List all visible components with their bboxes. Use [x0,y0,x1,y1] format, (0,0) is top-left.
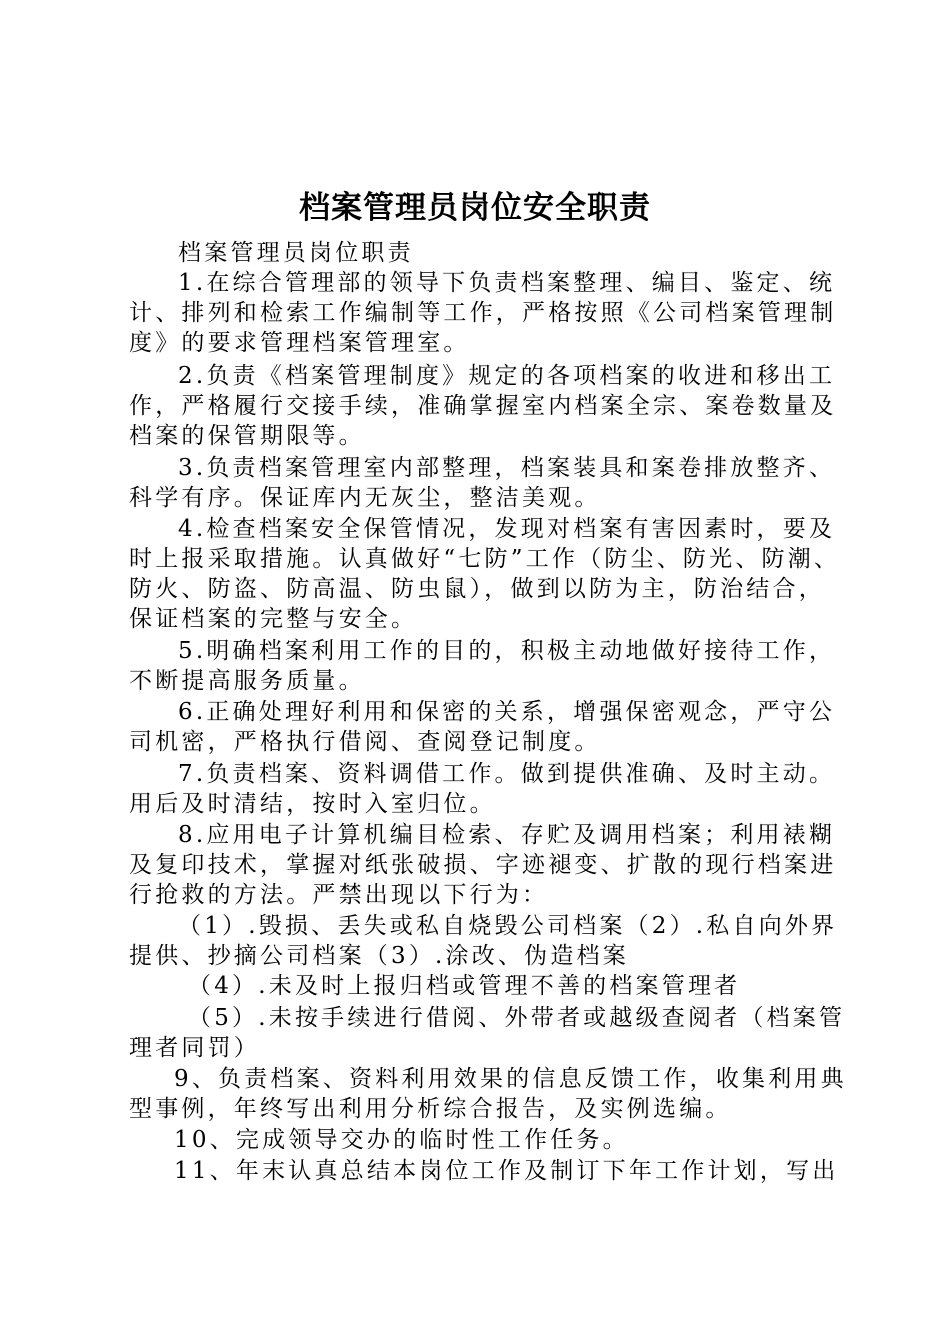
text-line: 保证档案的完整与安全。 [129,606,418,632]
text-line: 科学有序。保证库内无灰尘，整洁美观。 [129,485,601,511]
text-line: 档案管理员岗位职责 [178,240,414,266]
text-line: 用后及时清结，按时入室归位。 [129,791,496,817]
text-line: 5.明确档案利用工作的目的，积极主动地做好接待工作， [178,638,836,664]
text-line: 提供、抄摘公司档案（3）.涂改、伪造档案 [129,943,629,969]
text-line: 2.负责《档案管理制度》规定的各项档案的收进和移出工 [178,363,836,389]
text-line: （1）.毁损、丢失或私自烧毁公司档案（2）.私自向外界 [178,913,838,939]
text-line: 11、年末认真总结本岗位工作及制订下年工作计划，写出 [174,1158,839,1184]
text-line: 4.检查档案安全保管情况，发现对档案有害因素时，要及 [178,516,836,542]
document-title: 档案管理员岗位安全职责 [299,190,651,226]
text-line: 1.在综合管理部的领导下负责档案整理、编目、鉴定、统 [178,270,836,296]
text-line: 作，严格履行交接手续，准确掌握室内档案全宗、案卷数量及 [129,393,837,419]
text-line: 计、排列和检索工作编制等工作，严格按照《公司档案管理制 [129,300,837,326]
text-line: （5）.未按手续进行借阅、外带者或越级查阅者（档案管 [188,1005,846,1031]
text-line: 7.负责档案、资料调借工作。做到提供准确、及时主动。 [178,761,836,787]
text-line: 9、负责档案、资料利用效果的信息反馈工作，收集利用典 [174,1066,847,1092]
text-line: 6.正确处理好利用和保密的关系，增强保密观念，严守公 [178,699,836,725]
text-line: 档案的保管期限等。 [129,423,365,449]
text-line: 及复印技术，掌握对纸张破损、字迹褪变、扩散的现行档案进 [129,852,837,878]
text-line: 度》的要求管理档案管理室。 [129,330,470,356]
text-line: 不断提高服务质量。 [129,668,365,694]
text-line: 10、完成领导交办的临时性工作任务。 [174,1127,629,1153]
text-line: 司机密，严格执行借阅、查阅登记制度。 [129,729,601,755]
text-line: 时上报采取措施。认真做好“七防”工作（防尘、防光、防潮、 [129,546,841,572]
text-line: 8.应用电子计算机编目检索、存贮及调用档案；利用裱糊 [178,822,836,848]
text-line: 行抢救的方法。严禁出现以下行为： [129,882,549,908]
text-line: 型事例，年终写出利用分析综合报告，及实例选编。 [129,1096,732,1122]
text-line: 防火、防盗、防高温、防虫鼠），做到以防为主，防治结合， [129,576,825,602]
text-line: 3.负责档案管理室内部整理，档案装具和案卷排放整齐、 [178,455,836,481]
text-line: （4）.未及时上报归档或管理不善的档案管理者 [188,973,741,999]
text-line: 理者同罚） [129,1035,260,1061]
